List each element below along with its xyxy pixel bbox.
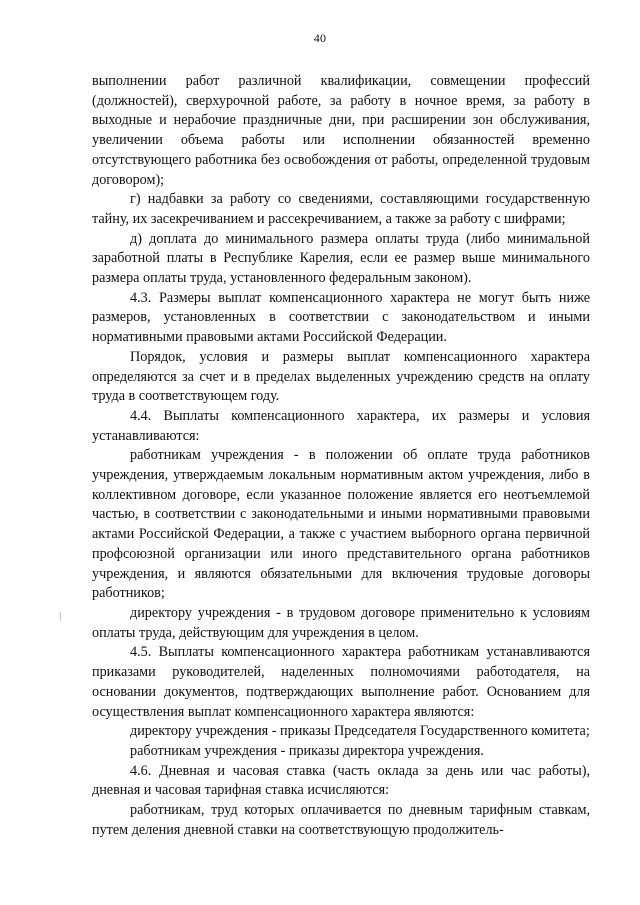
paragraph-item-d: д) доплата до минимального размера оплаты труда (либо минимальной заработной платы в Республике Карелия, если ее размер выше минимального размера оплаты труда, установленного федеральным законом). — [92, 230, 590, 287]
paragraph-4-6: 4.6. Дневная и часовая ставка (часть оклада за день или час работы), дневная и часовая тарифная ставка исчисляются: — [92, 762, 590, 799]
paragraph-employee-orders: работникам учреждения - приказы директора учреждения. — [130, 742, 484, 759]
margin-mark — [60, 612, 61, 621]
paragraph-item-g: г) надбавки за работу со сведениями, составляющими государственную тайну, их засекречиванием и рассекречиванием, а также за работу с шифрами; — [92, 191, 590, 227]
paragraph-4-5: 4.5. Выплаты компенсационного характера работникам устанавливаются приказами руководителей, наделенных полномочиями работодателя, на основании документов, подтверждающих выполнение работ. Основанием для осуществления выплат компенсационного характера являются: — [92, 644, 590, 720]
paragraph-4-3: 4.3. Размеры выплат компенсационного характера не могут быть ниже размеров, установленных в соответствии с законодательством и иными нормативными правовыми актами Российской Федерации. — [92, 289, 590, 346]
document-body — [92, 72, 590, 840]
paragraph-procedure: Порядок, условия и размеры выплат компенсационного характера определяются за счет и в пределах выделенных учреждению средств на оплату труда в соответствующем году. — [92, 348, 590, 405]
paragraph-daily-rate: работникам, труд которых оплачивается по дневным тарифным ставкам, путем деления дневной ставки на соответствующую продолжитель- — [92, 802, 590, 838]
paragraph-director: директору учреждения - в трудовом договоре применительно к условиям оплаты труда, действующим для учреждения в целом. — [92, 604, 590, 641]
paragraph-director-orders: директору учреждения - приказы Председателя Государственного комитета; — [130, 723, 590, 740]
paragraph-4-4: 4.4. Выплаты компенсационного характера, их размеры и условия устанавливаются: — [92, 407, 590, 444]
paragraph-employees: работникам учреждения - в положении об оплате труда работников учреждения, утверждаемым локальным нормативным актом учреждения, либо в коллективном договоре, если указанное положение является его неотъемлемой частью, в соответствии с законодательными и иными нормативными правовыми актами Российской Федерации, а также с участием выборного органа первичной профсоюзной организации или иного представительного органа работников учреждения, и являются обязательными для включения трудовые договоры работников; — [92, 447, 590, 602]
page-number: 40 — [313, 31, 327, 45]
paragraph-continuation: выполнении работ различной квалификации, совмещении профессий (должностей), сверхурочной работе, за работу в ночное время, за работу в выходные и нерабочие праздничные дни, при расширении зон обслуживания, увеличении объема работы или исполнении обязанностей временно отсутствующего работника без освобождения от работы, определенной трудовым договором); — [92, 73, 590, 188]
